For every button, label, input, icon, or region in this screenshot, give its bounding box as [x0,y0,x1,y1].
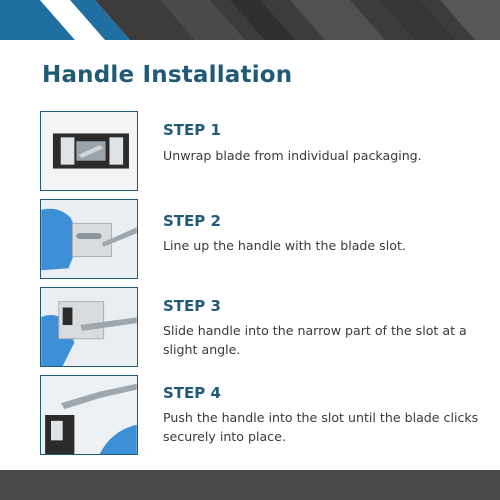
top-banner [0,0,500,40]
step-2-heading: STEP 2 [163,212,221,230]
step-2-text: Line up the handle with the blade slot. [163,238,406,253]
step-1-text: Unwrap blade from individual packaging. [163,148,422,163]
step-4-photo [40,375,138,455]
banner-graphic [0,0,500,40]
handle-sliding-icon [41,288,137,366]
step-4-heading: STEP 4 [163,384,221,402]
step-4-text: Push the handle into the slot until the blade clicks securely into place. [163,410,479,444]
blade-locked-icon [41,376,137,454]
blade-packaging-icon [41,112,137,190]
footer-bar [0,470,500,500]
step-3-photo [40,287,138,367]
step-1-heading: STEP 1 [163,121,221,139]
step-3-heading: STEP 3 [163,297,221,315]
step-1-photo [40,111,138,191]
page-title: Handle Installation [42,62,293,88]
step-3-text: Slide handle into the narrow part of the slot at a slight angle. [163,323,467,357]
step-2-photo [40,199,138,279]
handle-alignment-icon [41,200,137,278]
